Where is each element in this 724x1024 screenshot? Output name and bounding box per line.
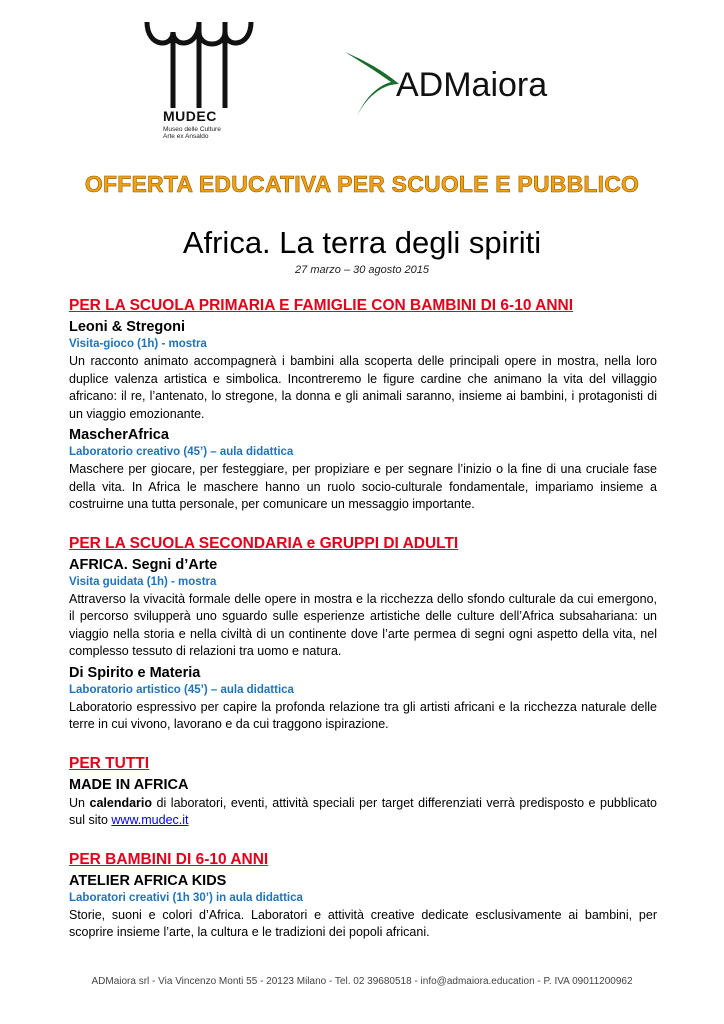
activity-description: Maschere per giocare, per festeggiare, per propiziare e per segnare l’inizio o la fine di una cruciale fase della vita. In Africa le maschere hanno un ruolo socio-culturale fondamentale, impariamo insieme a costruirne una tutta personale, per comunicare un messaggio importante.: [69, 462, 657, 511]
desc-post: di laboratori, eventi, attività speciali per target differenziati verrà predisposto e pubblicato sul sito: [69, 795, 657, 827]
activity-title: MADE IN AFRICA: [69, 776, 189, 793]
activity-segni-arte: [69, 556, 657, 661]
activity-description: Attraverso la vivacità formale delle opere in mostra e la ricchezza dello sfondo culturale da cui emergono, il percorso svilupperà uno sguardo sulle esperienze artistiche delle culture dell’Africa subsahariana: un viaggio nella storia e nella civiltà di un continente dove l’arte permea di segni ogni aspetto della vita, nel complesso tessuto di relazioni tra uomo e natura.: [69, 591, 657, 658]
section-primary: [69, 296, 657, 514]
mudec-name: MUDEC: [163, 108, 217, 124]
section-heading: PER TUTTI: [69, 754, 150, 772]
logo-area: [0, 0, 724, 160]
activity-description: Un racconto animato accompagnerà i bambini alla scoperta delle principali opere in mostra, nella loro duplice valenza artistica e simbolica. Incontreremo le figure cardine che animano la vita del villaggio africano: il re, l’antenato, lo stregone, la donna e gli animali saranno, insieme ai bambini, i protagonisti di un viaggio emozionante.: [69, 354, 657, 421]
activity-type: Visita guidata (1h) - mostra: [69, 575, 217, 588]
activity-type: Visita-gioco (1h) - mostra: [69, 338, 207, 350]
offer-title: OFFERTA EDUCATIVA PER SCUOLE E PUBBLICO: [84, 171, 640, 197]
activity-title: Leoni & Stregoni: [69, 319, 185, 335]
desc-bold: calendario: [89, 795, 153, 810]
activity-atelier-kids: [69, 872, 657, 942]
footer-contact: ADMaiora srl - Via Vincenzo Monti 55 - 20123 Milano - Tel. 02 39680518 - info@admaiora.education - P. IVA 09011200962: [91, 976, 633, 987]
activity-mascherafrica: [69, 426, 657, 514]
activity-title: Di Spirito e Materia: [69, 664, 201, 681]
mudec-website-link[interactable]: www.mudec.it: [111, 813, 189, 827]
activity-title: AFRICA. Segni d’Arte: [69, 556, 218, 573]
mudec-subtitle: [163, 126, 263, 140]
activity-type: Laboratorio creativo (45’) – aula didattica: [69, 446, 294, 458]
activity-description: Laboratorio espressivo per capire la profonda relazione tra gli artisti africani e la ricchezza naturale delle terre in cui vivono, lavorano e da cui traggono ispirazione.: [69, 699, 657, 731]
mudec-mark-icon: [143, 18, 263, 108]
desc-pre: Un: [69, 795, 90, 810]
activity-type: Laboratorio artistico (45’) – aula didattica: [69, 683, 294, 696]
exhibition-title: Africa. La terra degli spiriti: [182, 225, 542, 260]
program-content: [69, 296, 657, 962]
activity-type: Laboratori creativi (1h 30’) in aula didattica: [69, 891, 303, 904]
admaiora-swoosh-icon: [343, 50, 403, 140]
section-heading: PER LA SCUOLA SECONDARIA e GRUPPI DI ADULTI: [69, 534, 459, 552]
mudec-logo: [143, 18, 263, 148]
activity-description: Storie, suoni e colori d’Africa. Laboratori e attività creative dedicate esclusivamente ai bambini, per scoprire insieme l’arte, la cultura e le tradizioni dei popoli africani.: [69, 907, 657, 939]
activity-leoni-stregoni: [69, 318, 657, 423]
admaiora-name: ADMaiora: [396, 66, 548, 104]
mudec-subtitle-line1: Museo delle Culture: [163, 126, 221, 133]
section-kids: [69, 850, 657, 942]
section-all: [69, 754, 657, 830]
activity-title: MascherAfrica: [69, 427, 169, 443]
activity-title: ATELIER AFRICA KIDS: [69, 872, 227, 889]
exhibition-dates: 27 marzo – 30 agosto 2015: [295, 264, 429, 276]
section-secondary: [69, 534, 657, 734]
section-heading: PER BAMBINI DI 6-10 ANNI: [69, 850, 269, 868]
activity-spirito-materia: [69, 664, 657, 734]
admaiora-logo: [343, 50, 583, 140]
section-heading: PER LA SCUOLA PRIMARIA E FAMIGLIE CON BAMBINI DI 6-10 ANNI: [69, 297, 574, 314]
activity-description: [69, 795, 657, 830]
mudec-subtitle-line2: Arte ex Ansaldo: [163, 133, 209, 140]
activity-made-in-africa: [69, 776, 657, 830]
